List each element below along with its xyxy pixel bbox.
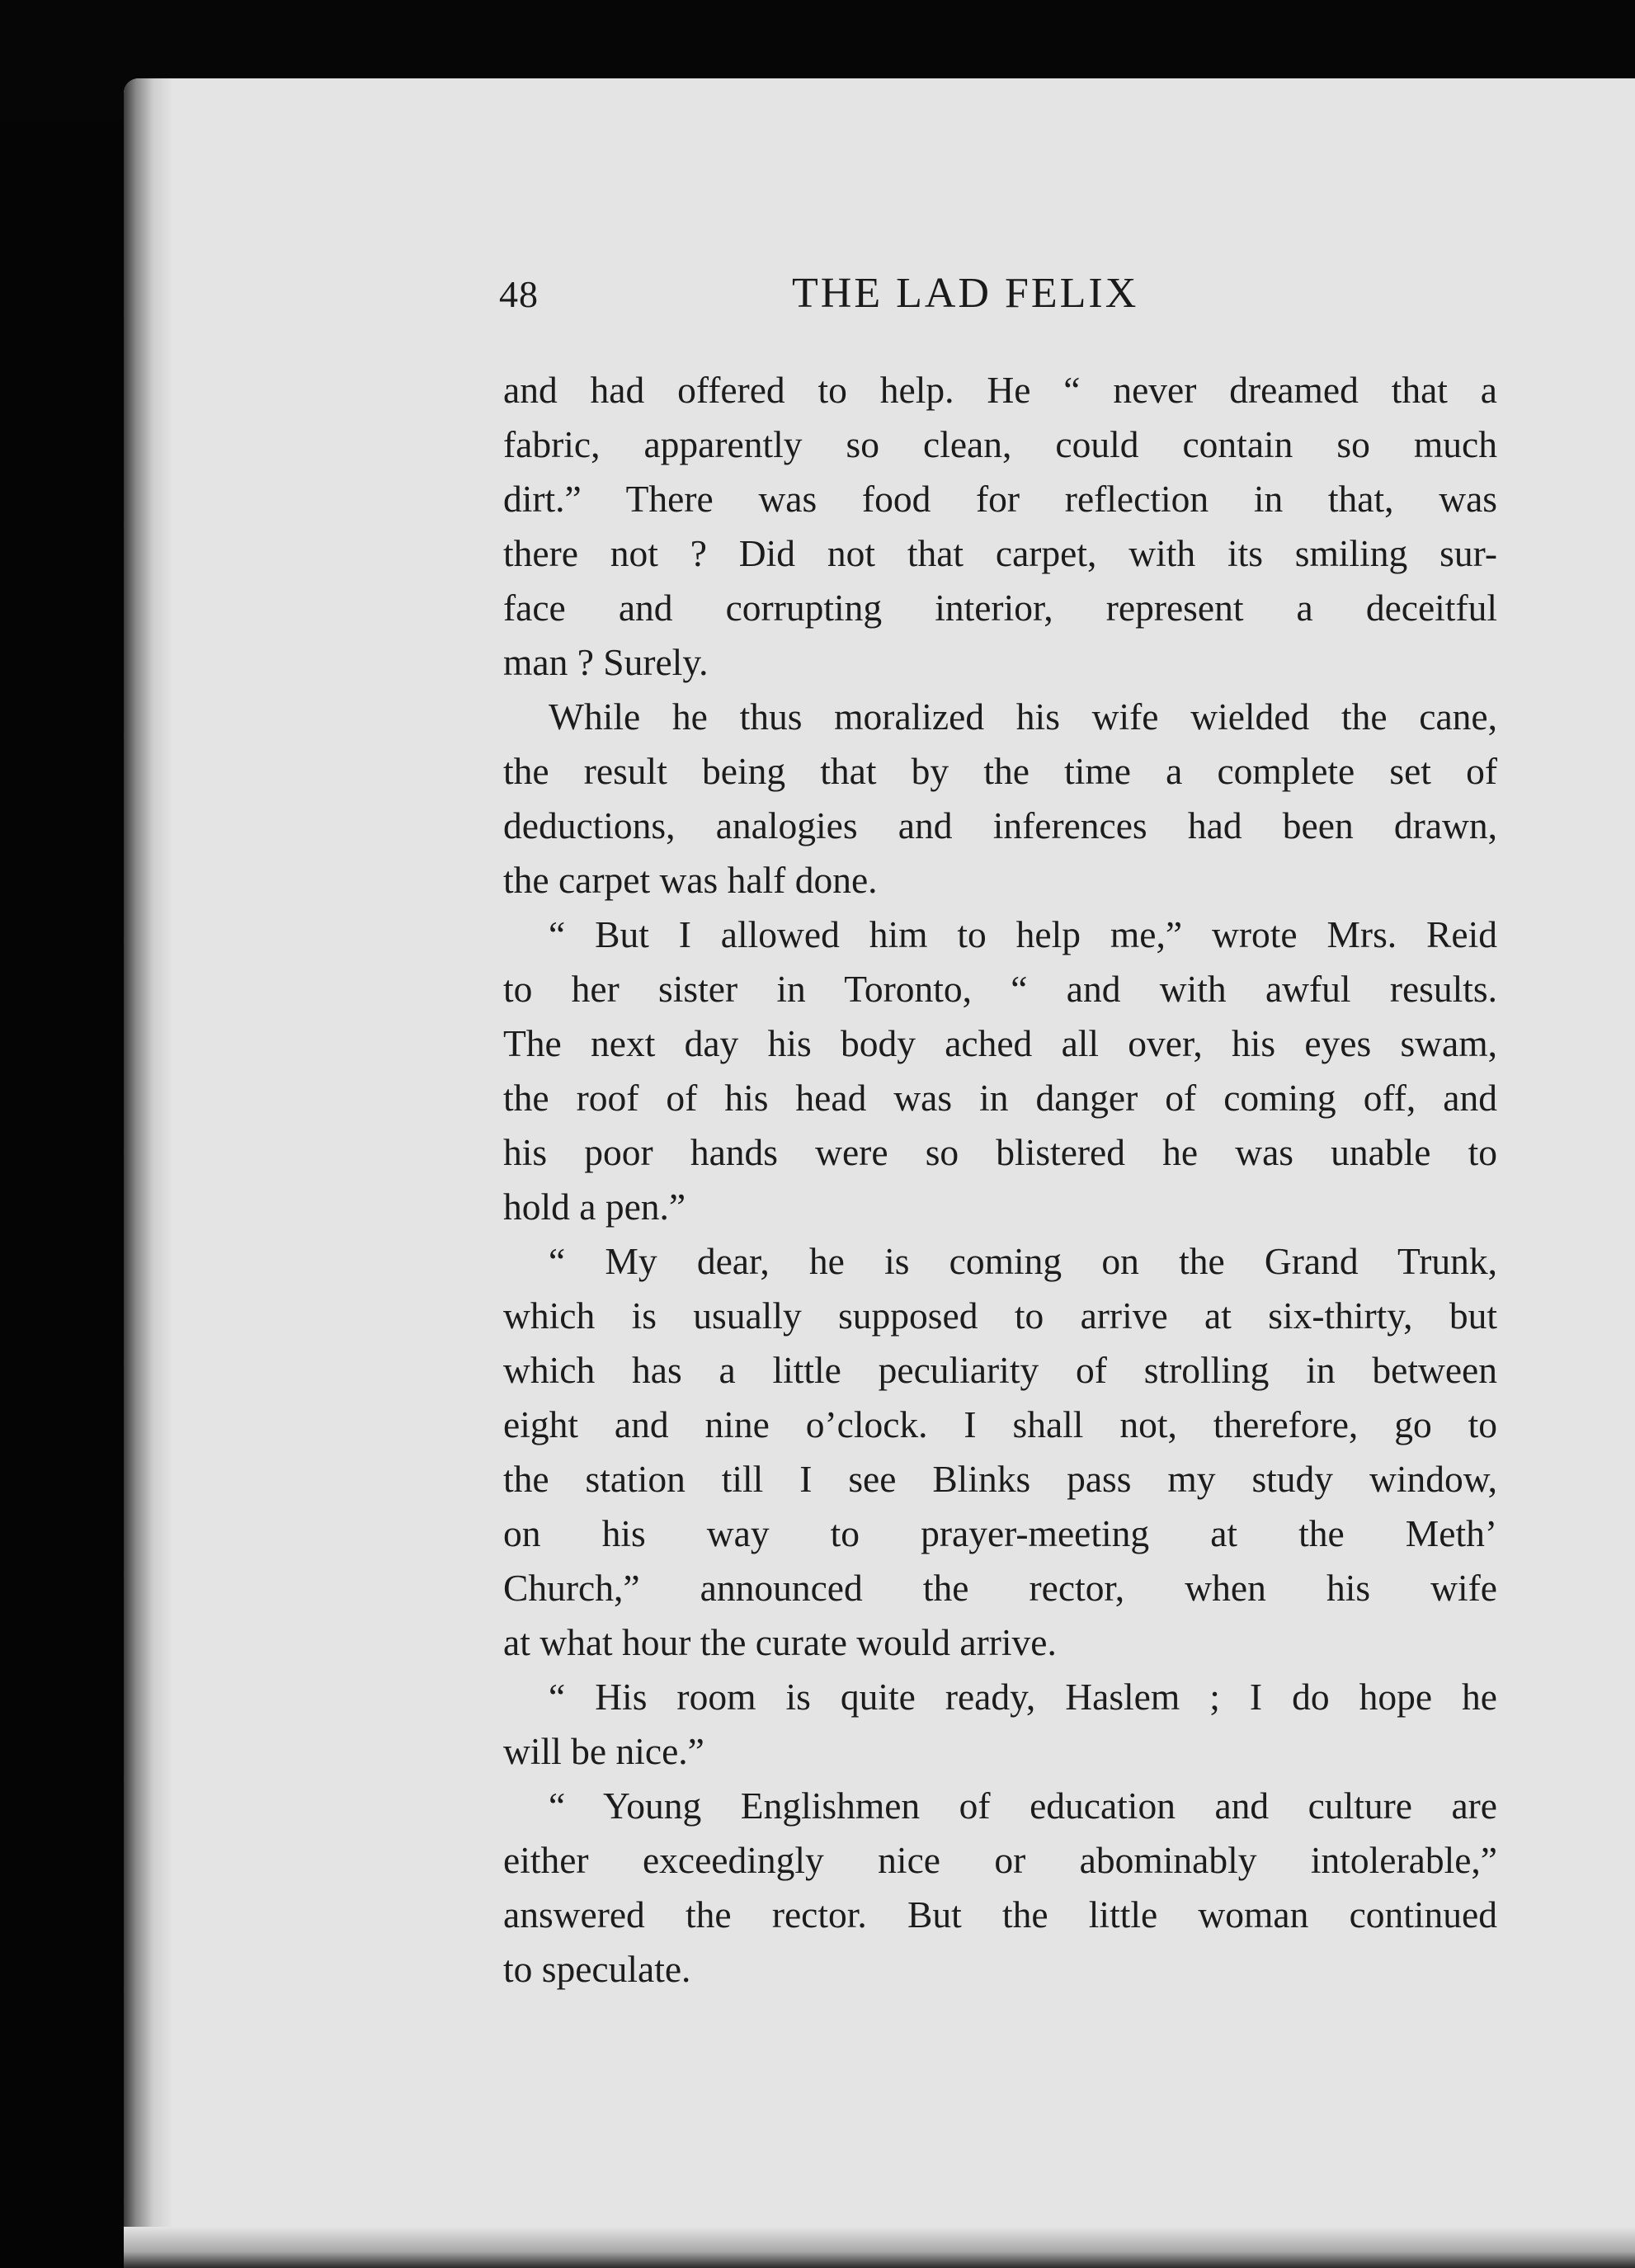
- text-line: to speculate.: [503, 1948, 691, 1990]
- text-line: which is usually supposed to arrive at six-thirty, but: [503, 1294, 1497, 1337]
- text-line: there not ? Did not that carpet, with its smiling sur-: [503, 532, 1497, 574]
- text-line: his poor hands were so blistered he was unable to: [503, 1131, 1497, 1173]
- text-line: eight and nine o’clock. I shall not, therefore, go to: [503, 1403, 1497, 1445]
- text-line: the roof of his head was in danger of coming off, and: [503, 1077, 1497, 1119]
- text-line: the carpet was half done.: [503, 859, 878, 901]
- text-line: “ But I allowed him to help me,” wrote Mrs. Reid: [549, 913, 1497, 955]
- text-line: deductions, analogies and inferences had been drawn,: [503, 804, 1497, 846]
- body-text: [503, 363, 1497, 1997]
- text-line: While he thus moralized his wife wielded the cane,: [549, 695, 1497, 738]
- text-line: the result being that by the time a complete set of: [503, 750, 1497, 792]
- text-line: at what hour the curate would arrive.: [503, 1621, 1057, 1663]
- text-line: either exceedingly nice or abominably intolerable,”: [503, 1839, 1497, 1881]
- text-line: on his way to prayer-meeting at the Meth’: [503, 1512, 1497, 1554]
- text-line: “ His room is quite ready, Haslem ; I do hope he: [549, 1676, 1497, 1718]
- text-line: answered the rector. But the little woman continued: [503, 1893, 1497, 1936]
- page-header: [499, 272, 1505, 330]
- text-line: hold a pen.”: [503, 1186, 686, 1228]
- running-title: THE LAD FELIX: [792, 270, 1139, 317]
- text-line: to her sister in Toronto, “ and with awful results.: [503, 968, 1497, 1010]
- page-bottom-edge: [124, 2227, 1635, 2268]
- text-line: and had offered to help. He “ never dreamed that a: [503, 369, 1497, 411]
- text-line: “ Young Englishmen of education and culture are: [549, 1785, 1497, 1827]
- text-line: man ? Surely.: [503, 641, 709, 683]
- text-line: “ My dear, he is coming on the Grand Trunk,: [549, 1240, 1497, 1282]
- page-number: 48: [499, 273, 539, 315]
- text-line: will be nice.”: [503, 1730, 704, 1772]
- text-line: The next day his body ached all over, his eyes swam,: [503, 1022, 1497, 1064]
- text-line: which has a little peculiarity of strolling in between: [503, 1349, 1497, 1391]
- text-line: the station till I see Blinks pass my study window,: [503, 1458, 1497, 1500]
- page-gutter-shadow: [124, 78, 173, 2268]
- text-line: face and corrupting interior, represent a deceitful: [503, 587, 1497, 629]
- text-line: Church,” announced the rector, when his wife: [503, 1567, 1497, 1609]
- text-line: dirt.” There was food for reflection in that, was: [503, 478, 1497, 520]
- text-line: fabric, apparently so clean, could contain so much: [503, 423, 1497, 465]
